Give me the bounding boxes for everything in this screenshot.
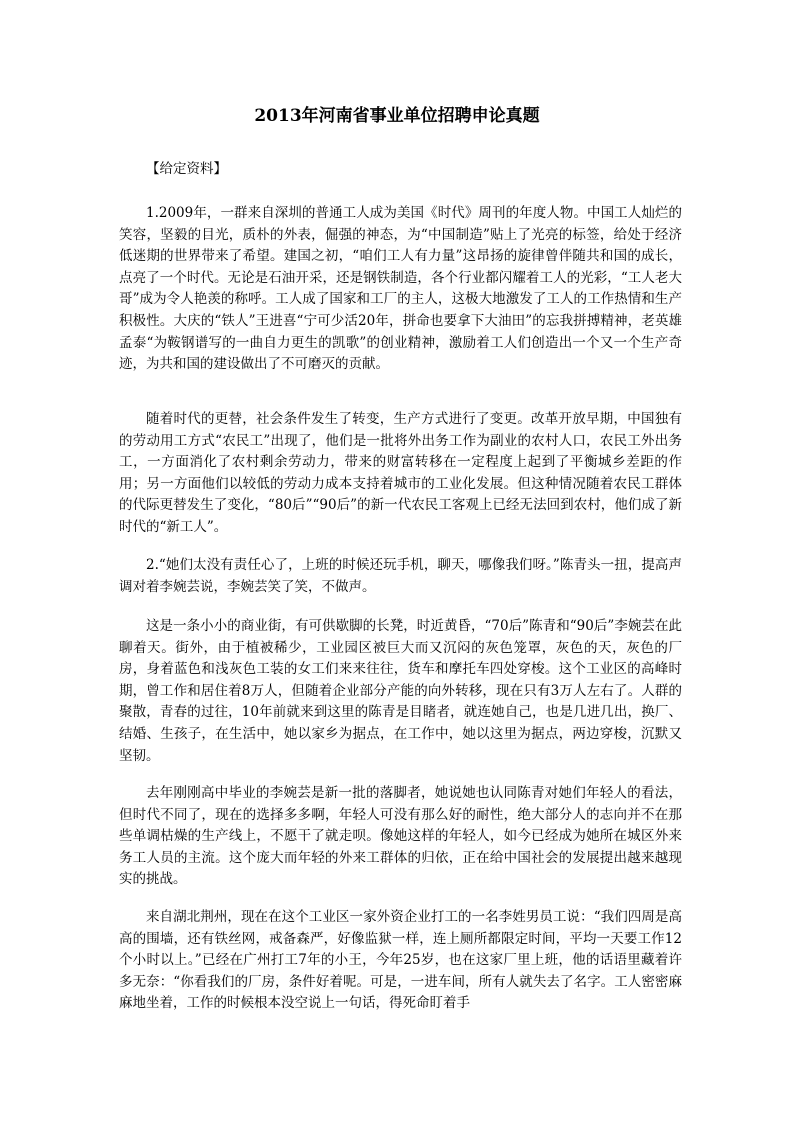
section-label: 【给定资料】 [146, 161, 227, 177]
paragraph-5: 去年刚刚高中毕业的李婉芸是新一批的落脚者，她说她也认同陈青对她们年轻人的看法，但时代不同了，现在的选择多多啊，年轻人可没有那么好的耐性，绝大部分人的志向并不在那些单调枯燥的生产线上，不愿干了就走呗。像她这样的年轻人，如今已经成为她所在城区外来务工人员的主流。这个庞大而年轻的外来工群体的归依，正在给中国社会的发展提出越来越现实的挑战。 [119, 785, 682, 888]
paragraph-3: 2.“她们太没有责任心了，上班的时候还玩手机，聊天，哪像我们呀。”陈青头一扭，提高声调对着李婉芸说，李婉芸笑了笑，不做声。 [119, 557, 682, 595]
paragraph-2: 随着时代的更替，社会条件发生了转变，生产方式进行了变更。改革开放早期，中国独有的劳动用工方式“农民工”出现了，他们是一批将外出务工作为副业的农村人口，农民工外出务工，一方面消化了农村剩余劳动力，带来的财富转移在一定程度上起到了平衡城乡差距的作用；另一方面他们以较低的劳动力成本支持着城市的工业化发展。但这种情况随着农民工群体的代际更替发生了变化，“80后”“90后”的新一代农民工客观上已经无法回到农村，他们成了新时代的“新工人”。 [119, 411, 682, 535]
paragraph-6: 来自湖北荆州，现在在这个工业区一家外资企业打工的一名李姓男员工说：“我们四周是高高的围墙，还有铁丝网，戒备森严，好像监狱一样，连上厕所都限定时间，平均一天要工作12个小时以上。”已经在广州打工7年的小王，今年25岁，也在这家厂里上班，他的话语里藏着许多无奈：“你看我们的厂房，条件好着呢。可是，一进车间，所有人就失去了名字。工人密密麻麻地坐着，工作的时候根本没空说上一句话，得死命盯着手 [119, 909, 682, 1012]
paragraph-1: 1.2009年，一群来自深圳的普通工人成为美国《时代》周刊的年度人物。中国工人灿烂的笑容，坚毅的目光，质朴的外表，倔强的神态，为“中国制造”贴上了光亮的标签，给处于经济低迷期的世界带来了希望。建国之初，“咱们工人有力量”这昂扬的旋律曾伴随共和国的成长，点亮了一个时代。无论是石油开采，还是钢铁制造，各个行业都闪耀着工人的光彩，“工人老大哥”成为令人艳羡的称呼。工人成了国家和工厂的主人，这极大地激发了工人的工作热情和生产积极性。大庆的“铁人”王进喜“宁可少活20年，拼命也要拿下大油田”的忘我拼搏精神，老英雄孟泰“为鞍钢谱写的一曲自力更生的凯歌”的创业精神，激励着工人们创造出一个又一个生产奇迹，为共和国的建设做出了不可磨灭的贡献。 [119, 205, 682, 373]
document-title: 2013年河南省事业单位招聘申论真题 [254, 106, 540, 126]
paragraph-4: 这是一条小小的商业街，有可供歇脚的长凳，时近黄昏，“70后”陈青和“90后”李婉芸在此聊着天。街外，由于植被稀少，工业园区被巨大而又沉闷的灰色笼罩，灰色的天，灰色的厂房，身着蓝色和浅灰色工装的女工们来来往往，货车和摩托车四处穿梭。这个工业区的高峰时期，曾工作和居住着8万人，但随着企业部分产能的向外转移，现在只有3万人左右了。人群的聚散，青春的过往，10年前就来到这里的陈青是目睹者，就连她自己，也是几进几出，换厂、结婚、生孩子，在生活中，她以家乡为据点，在工作中，她以这里为据点，两边穿梭，沉默又坚韧。 [119, 618, 682, 764]
